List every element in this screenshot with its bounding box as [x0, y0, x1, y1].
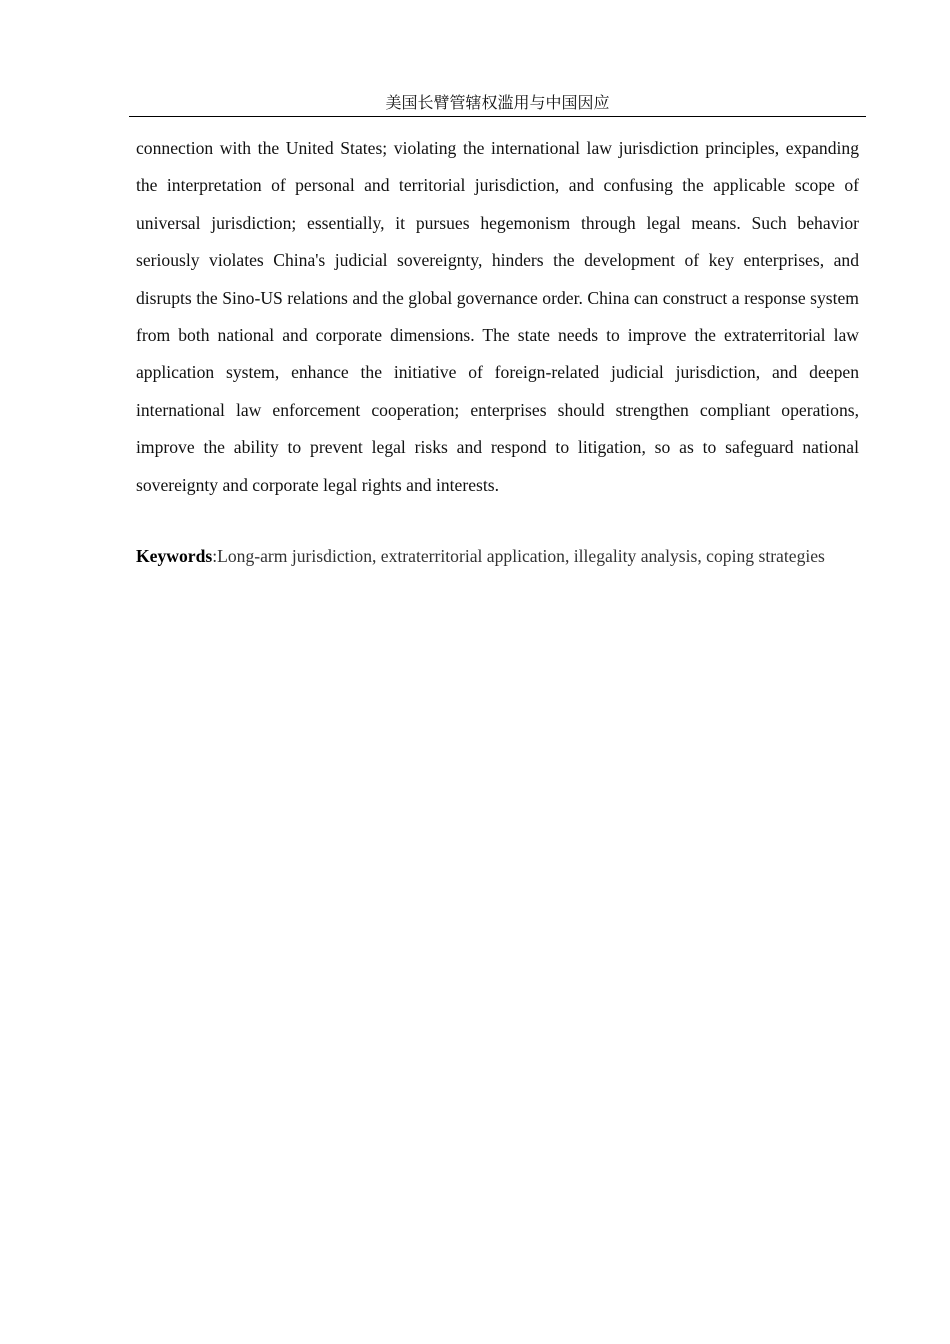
keywords-label: Keywords: [136, 546, 213, 566]
running-header: 美国长臂管辖权滥用与中国因应: [129, 92, 866, 117]
keywords-separator: :: [212, 546, 218, 566]
abstract-paragraph: connection with the United States; violating the international law jurisdiction principles, expanding the interpretation of personal and territorial jurisdiction, and confusing the applicable scope of universal jurisdiction; essentially, it pursues hegemonism through legal means. Such behavior seriously violates China's judicial sovereignty, hinders the development of key enterprises, and disrupts the Sino-US relations and the global governance order. China can construct a response system from both national and corporate dimensions. The state needs to improve the extraterritorial law application system, enhance the initiative of foreign-related judicial jurisdiction, and deepen international law enforcement cooperation; enterprises should strengthen compliant operations, improve the ability to prevent legal risks and respond to litigation, so as to safeguard national sovereignty and corporate legal rights and interests.: [136, 138, 859, 495]
keywords-paragraph: [136, 538, 836, 575]
keywords-text: Long-arm jurisdiction, extraterritorial application, illegality analysis, coping strategies: [217, 546, 825, 566]
